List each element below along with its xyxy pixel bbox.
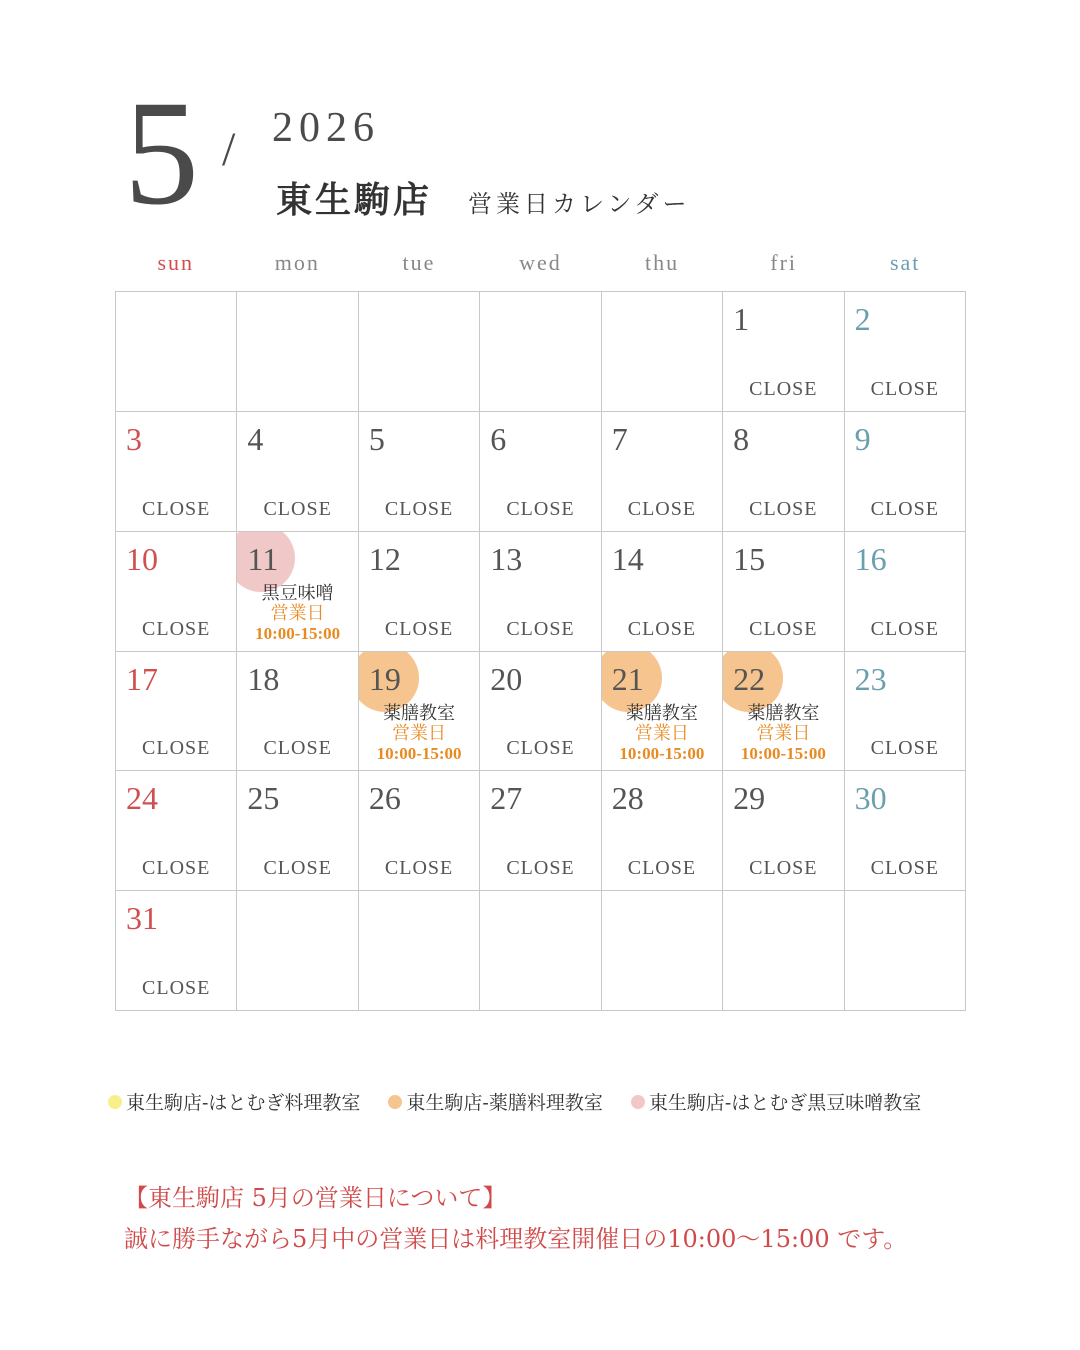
day-status: CLOSE [627,857,697,880]
day-number: 12 [368,540,401,577]
day-cell [723,771,844,891]
day-cell [480,532,601,652]
empty-cell [480,891,601,1011]
day-status: CLOSE [870,617,939,640]
day-cell [845,292,966,412]
open-hours: 10:00-15:00 [619,744,705,764]
calendar-title: 営業日カレンダー [468,190,691,218]
notice [124,1178,907,1260]
day-cell [116,771,237,891]
empty-cell [602,891,723,1011]
weekday-tue: tue [402,250,436,275]
day-status: CLOSE [142,737,211,760]
day-cell [116,652,237,772]
open-label: 営業日 [392,722,447,744]
day-status: CLOSE [263,737,332,760]
day-number: 31 [126,900,158,937]
year: 2026 [272,105,380,151]
legend-dot-orange [388,1095,402,1109]
day-number: 26 [368,780,401,817]
day-number: 28 [611,780,644,817]
open-hours: 10:00-15:00 [740,744,826,764]
legend-item-yakuzen [388,1088,602,1115]
day-status: CLOSE [749,857,818,880]
empty-cell [359,891,480,1011]
day-number: 15 [733,540,766,577]
notice-heading: 【東生駒店 5月の営業日について】 [124,1184,507,1212]
empty-cell [723,891,844,1011]
day-status: CLOSE [142,977,211,999]
event-name: 薬膳教室 [747,702,820,724]
day-status: CLOSE [263,857,332,880]
legend-dot-yellow [108,1095,122,1109]
day-status: CLOSE [870,857,939,880]
weekday-sun: sun [157,250,195,275]
day-status: CLOSE [384,617,454,640]
empty-cell [237,292,358,412]
day-number: 1 [733,301,750,337]
day-cell [602,771,723,891]
open-label: 営業日 [270,602,325,624]
day-cell [723,532,844,652]
day-cell [723,652,844,772]
store-name: 東生駒店 [276,179,433,221]
day-number: 27 [490,780,523,817]
open-hours: 10:00-15:00 [255,624,341,644]
day-cell [480,652,601,772]
legend [108,1088,921,1115]
day-number: 10 [126,540,158,577]
day-cell [359,532,480,652]
day-status: CLOSE [749,377,818,400]
empty-cell [359,292,480,412]
day-number: 21 [611,660,644,697]
day-status: CLOSE [870,377,939,400]
day-number: 5 [368,420,385,457]
weekday-fri: fri [770,250,798,275]
notice-body: 誠に勝手ながら5月中の営業日は料理教室開催日の10:00～15:00 です。 [124,1224,908,1253]
day-cell [116,412,237,532]
weekday-header [115,250,966,276]
legend-item-kuromame [631,1088,921,1115]
empty-cell [116,292,237,412]
day-cell [359,652,480,772]
day-number: 3 [126,420,142,457]
day-status: CLOSE [870,737,939,760]
day-cell [723,292,844,412]
month-number: 5 [124,70,199,236]
legend-label: 東生駒店-薬膳料理教室 [406,1092,603,1114]
empty-cell [480,292,601,412]
day-cell [359,771,480,891]
day-cell [116,891,237,1011]
weekday-thu: thu [645,250,680,275]
day-number: 8 [733,420,750,457]
day-number: 2 [854,301,871,337]
open-hours: 10:00-15:00 [376,744,462,764]
day-cell [237,771,358,891]
day-status: CLOSE [142,497,211,520]
day-number: 6 [490,420,507,457]
day-status: CLOSE [384,497,454,520]
day-status: CLOSE [142,617,211,640]
day-number: 14 [611,540,644,577]
weekday-wed: wed [519,250,562,275]
day-status: CLOSE [749,617,818,640]
day-cell [480,412,601,532]
day-status: CLOSE [263,497,332,520]
event-name: 薬膳教室 [383,702,456,724]
day-number: 7 [611,420,628,457]
open-info [237,604,357,644]
day-cell [602,652,723,772]
day-number: 19 [368,660,401,697]
empty-cell [237,891,358,1011]
day-number: 23 [854,660,887,697]
date-slash: / [222,123,236,176]
day-cell [845,412,966,532]
day-status: CLOSE [749,497,818,520]
day-number: 9 [854,420,871,457]
day-status: CLOSE [627,617,697,640]
day-number: 24 [126,780,158,817]
open-label: 営業日 [756,722,811,744]
day-status: CLOSE [142,857,211,880]
calendar-grid [115,291,966,1011]
day-number: 13 [490,540,523,577]
day-status: CLOSE [506,497,575,520]
day-number: 11 [247,540,279,577]
legend-item-hatomugi [108,1088,360,1115]
day-cell [237,412,358,532]
day-number: 29 [733,780,766,817]
open-info [723,724,843,764]
legend-label: 東生駒店-はとむぎ料理教室 [126,1092,361,1114]
legend-label: 東生駒店-はとむぎ黒豆味噌教室 [648,1092,922,1114]
day-cell [480,771,601,891]
day-cell [116,532,237,652]
day-number: 16 [854,540,887,577]
day-status: CLOSE [870,497,939,520]
day-number: 20 [490,660,523,697]
day-cell [602,532,723,652]
day-status: CLOSE [506,617,575,640]
day-number: 22 [733,660,766,697]
day-cell [359,412,480,532]
day-cell [602,412,723,532]
day-number: 25 [247,780,280,817]
day-number: 18 [247,660,280,697]
weekday-mon: mon [274,250,320,275]
day-cell [845,532,966,652]
day-cell [845,652,966,772]
day-status: CLOSE [506,857,575,880]
day-number: 4 [247,420,264,457]
day-cell [237,532,358,652]
weekday-sat: sat [889,250,921,275]
day-cell [845,771,966,891]
legend-dot-pink [631,1095,645,1109]
event-name: 黒豆味噌 [261,582,334,604]
day-status: CLOSE [384,857,454,880]
day-number: 17 [126,660,158,697]
open-info [602,724,722,764]
empty-cell [602,292,723,412]
day-number: 30 [854,780,887,817]
open-info [359,724,479,764]
empty-cell [845,891,966,1011]
day-status: CLOSE [506,737,575,760]
open-label: 営業日 [634,722,689,744]
event-name: 薬膳教室 [625,702,698,724]
day-cell [237,652,358,772]
day-status: CLOSE [627,497,697,520]
day-cell [723,412,844,532]
